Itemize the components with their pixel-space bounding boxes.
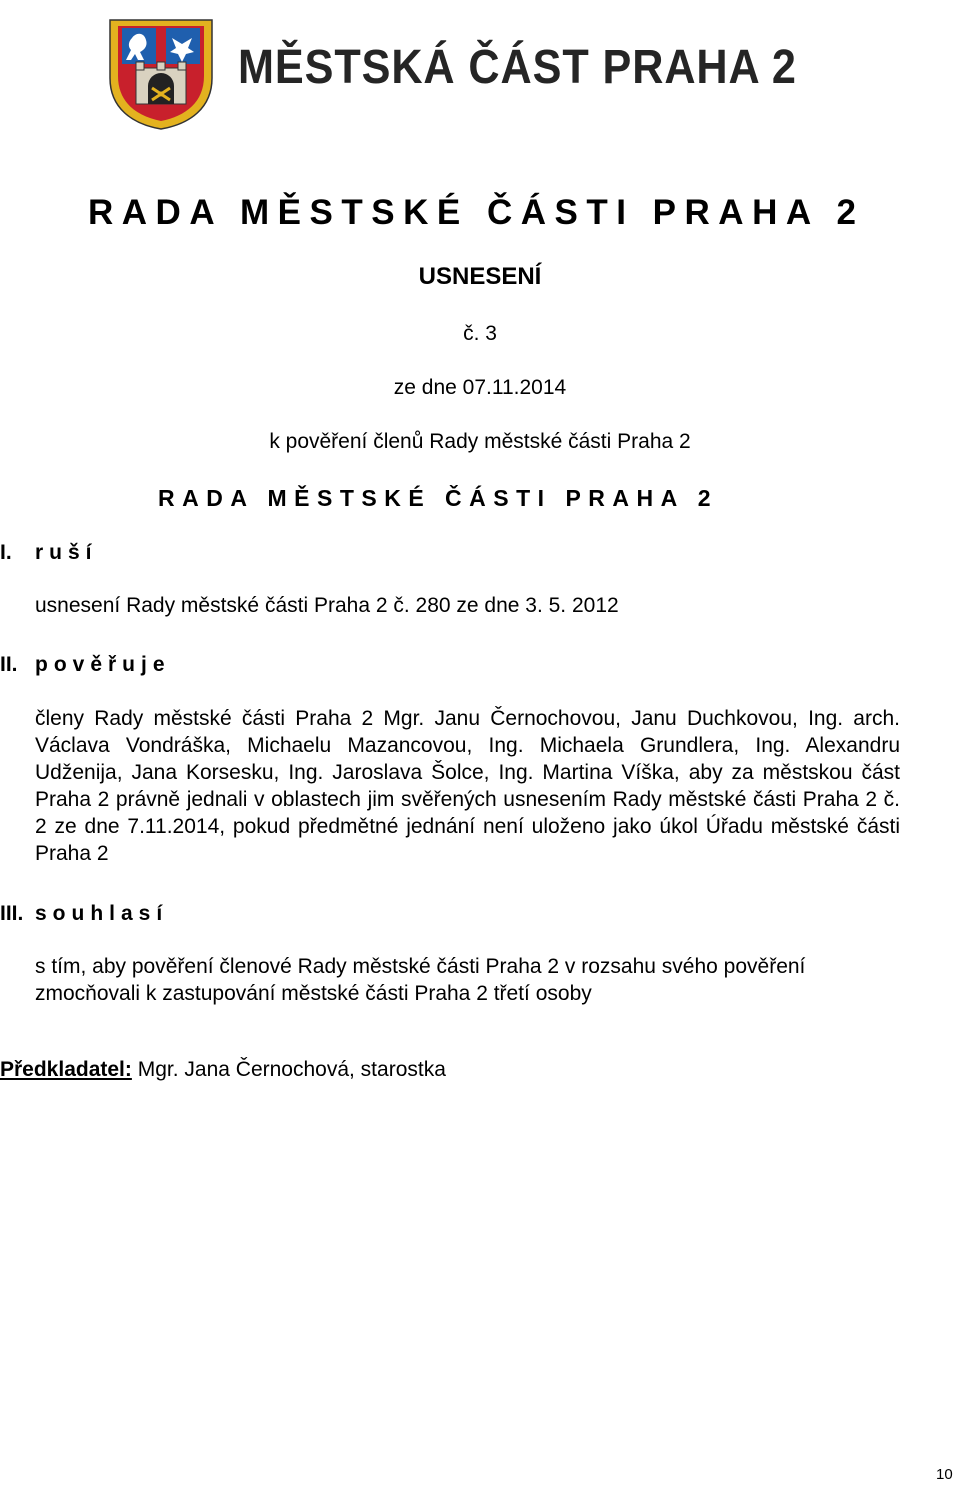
resolution-date: ze dne 07.11.2014 [393, 376, 567, 399]
section-1-verb: ruší [35, 541, 98, 564]
page-number: 10 [936, 1466, 953, 1483]
body-title: RADA MĚSTSKÉ ČÁSTI PRAHA 2 [158, 485, 719, 511]
document-title: RADA MĚSTSKÉ ČÁSTI PRAHA 2 [88, 193, 865, 232]
resolution-number: č. 3 [463, 322, 497, 345]
logo-text: MĚSTSKÁ ČÁST PRAHA 2 [238, 41, 797, 94]
section-3-verb: souhlasí [35, 902, 169, 925]
section-1-number: I. [0, 541, 12, 564]
document-type: USNESENÍ [418, 263, 542, 290]
resolution-subject: k pověření členů Rady městské části Praha 2 [269, 430, 691, 453]
submitter-name: Mgr. Jana Černochová, starostka [137, 1058, 446, 1081]
section-3-number: III. [0, 902, 24, 925]
section-2-number: II. [0, 653, 18, 676]
section-2-text: členy Rady městské části Praha 2 Mgr. Janu Černochovou, Janu Duchkovou, Ing. arch. Václava Vondráška, Michaelu Mazancovou, Ing. Michaela Grundlera, Ing. Alexandru Udženija, Jana Korsesku, Ing. Jaroslava Šolce, Ing. Martina Víška, aby za městskou část Praha 2 právně jednali v oblastech jim svěřených usnesením Rady městské části Praha 2 č. 2 ze dne 7.11.2014, pokud předmětné jednání není uloženo jako úkol Úřadu městské části Praha 2 [35, 707, 900, 865]
submitter-label: Předkladatel: [0, 1058, 132, 1081]
section-1-text: usnesení Rady městské části Praha 2 č. 280 ze dne 3. 5. 2012 [35, 594, 619, 617]
praha-2-coat-of-arms-icon [106, 16, 216, 131]
section-3-text: s tím, aby pověření členové Rady městské části Praha 2 v rozsahu svého pověření zmocňovali k zastupování městské části Praha 2 třetí osoby [35, 955, 806, 1005]
section-2-verb: pověřuje [35, 653, 171, 676]
submitter [0, 1058, 446, 1082]
